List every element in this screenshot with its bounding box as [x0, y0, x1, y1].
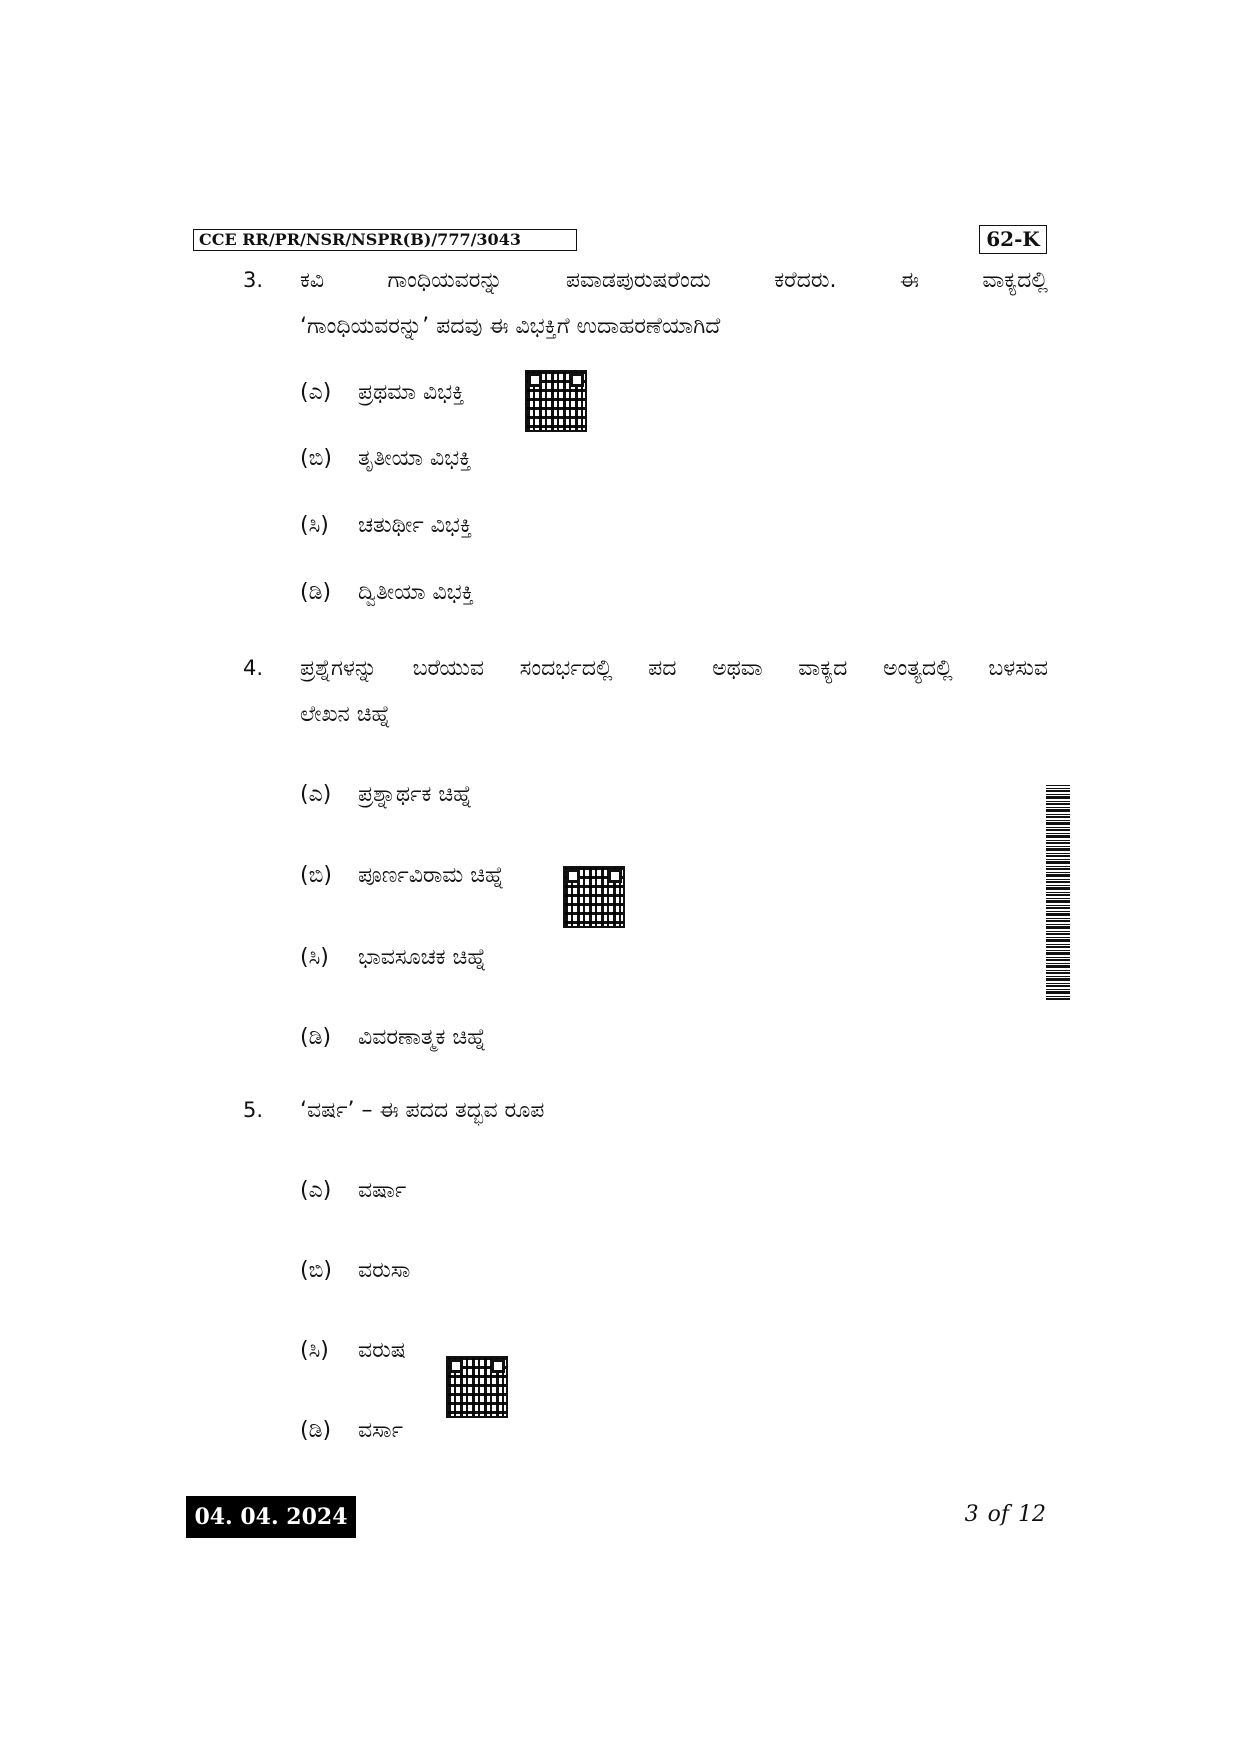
question-5-option-d[interactable] [300, 1418, 403, 1443]
option-text: ಪ್ರಥಮಾ ವಿಭಕ್ತಿ [358, 380, 465, 405]
question-4-option-d[interactable] [300, 1025, 486, 1050]
paper-code: 62-K [979, 225, 1047, 254]
barcode-icon [1046, 785, 1070, 1000]
question-3-option-c[interactable] [300, 513, 472, 538]
question-4-option-a[interactable] [300, 782, 472, 807]
option-label: (ಬಿ) [300, 863, 332, 888]
question-4-line-1: ಪ್ರಶ್ನೆಗಳನ್ನು ಬರೆಯುವ ಸಂದರ್ಭದಲ್ಲಿ ಪದ ಅಥವಾ ವಾಕ್ಯದ ಅಂತ್ಯದಲ್ಲಿ ಬಳಸುವ [300, 656, 1048, 681]
qr-code-icon [563, 866, 625, 928]
page-total: 12 [1018, 1502, 1046, 1527]
question-5-option-c[interactable] [300, 1338, 406, 1363]
option-text: ವರುಸಾ [358, 1258, 411, 1283]
question-3-option-a[interactable] [300, 380, 464, 405]
option-text: ದ್ವಿತೀಯಾ ವಿಭಕ್ತಿ [358, 580, 474, 605]
question-4-number: 4. [243, 656, 264, 680]
option-label: (ಎ) [300, 782, 332, 807]
option-text: ಪೂರ್ಣವಿರಾಮ ಚಿಹ್ನೆ [358, 863, 505, 888]
qr-code-icon [525, 370, 587, 432]
option-text: ವರ್ಸಾ [358, 1418, 403, 1443]
exam-code: CCE RR/PR/NSR/NSPR(B)/777/3043 [193, 229, 577, 251]
option-label: (ಡಿ) [300, 1418, 332, 1443]
option-label: (ಸಿ) [300, 945, 329, 970]
qr-code-icon [446, 1356, 508, 1418]
page-current: 3 [964, 1502, 979, 1527]
question-3-option-b[interactable] [300, 446, 471, 471]
question-5-option-b[interactable] [300, 1258, 410, 1283]
option-text: ಚತುರ್ಥೀ ವಿಭಕ್ತಿ [358, 513, 473, 538]
option-text: ಭಾವಸೂಚಕ ಚಿಹ್ನೆ [358, 945, 487, 970]
question-3-option-d[interactable] [300, 580, 474, 605]
page-number [950, 1502, 1046, 1527]
question-3-line-1: ಕವಿ ಗಾಂಧಿಯವರನ್ನು ಪವಾಡಪುರುಷರೆಂದು ಕರೆದರು. ಈ ವಾಕ್ಯದಲ್ಲಿ [300, 268, 1048, 293]
question-4-option-b[interactable] [300, 863, 504, 888]
option-text: ವಿವರಣಾತ್ಮಕ ಚಿಹ್ನೆ [358, 1025, 487, 1050]
question-5-option-a[interactable] [300, 1178, 406, 1203]
option-text: ವರ್ಷಾ [358, 1178, 407, 1203]
question-3-number: 3. [243, 268, 264, 292]
option-label: (ಡಿ) [300, 580, 332, 605]
option-label: (ಎ) [300, 380, 332, 405]
option-text: ತೃತೀಯಾ ವಿಭಕ್ತಿ [358, 446, 472, 471]
option-label: (ಬಿ) [300, 1258, 332, 1283]
question-3-line-2: ‘ಗಾಂಧಿಯವರನ್ನು’ ಪದವು ಈ ವಿಭಕ್ತಿಗೆ ಉದಾಹರಣೆಯಾಗಿದೆ [300, 314, 721, 339]
page-of: of [987, 1502, 1009, 1527]
exam-date: 04. 04. 2024 [186, 1496, 356, 1538]
question-4-line-2: ಲೇಖನ ಚಿಹ್ನೆ [300, 702, 391, 727]
option-label: (ಸಿ) [300, 1338, 329, 1363]
question-5-line-1: ‘ವರ್ಷ’ – ಈ ಪದದ ತದ್ಭವ ರೂಪ [300, 1098, 545, 1123]
question-4-option-c[interactable] [300, 945, 486, 970]
question-5-number: 5. [243, 1098, 264, 1122]
option-label: (ಸಿ) [300, 513, 329, 538]
option-text: ವರುಷ [358, 1338, 406, 1363]
option-label: (ಬಿ) [300, 446, 332, 471]
option-text: ಪ್ರಶ್ನಾರ್ಥಕ ಚಿಹ್ನೆ [358, 782, 473, 807]
option-label: (ಡಿ) [300, 1025, 332, 1050]
option-label: (ಎ) [300, 1178, 332, 1203]
